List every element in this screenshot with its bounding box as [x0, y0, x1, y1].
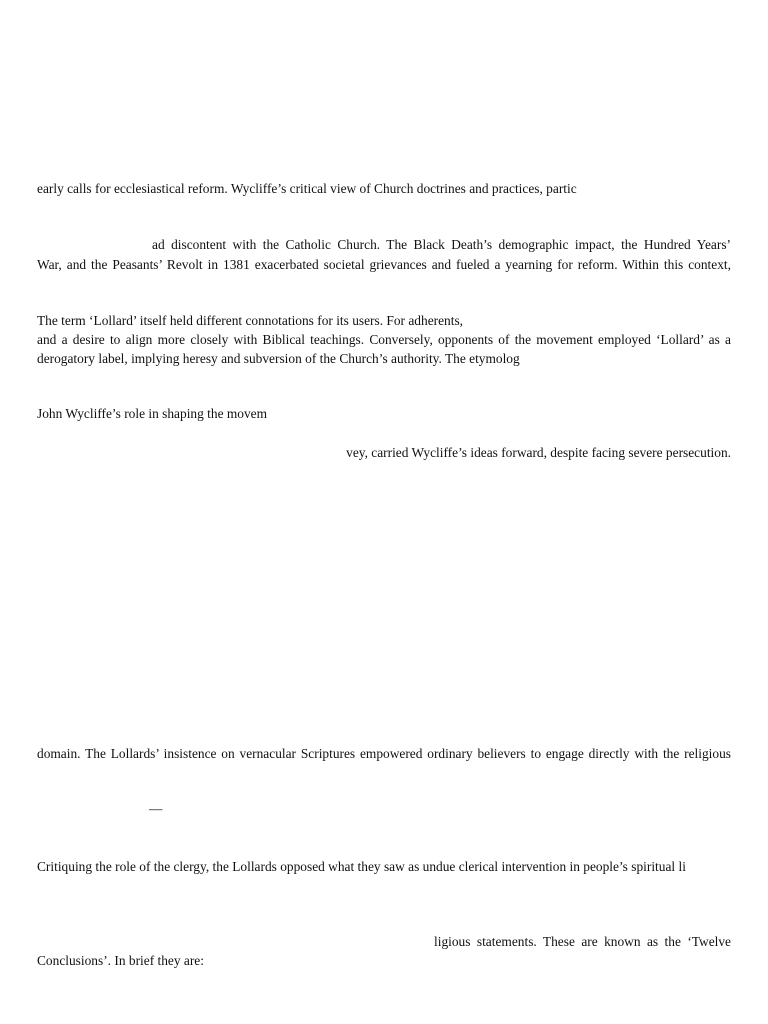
text-line: derogatory label, implying heresy and subversion of the Church’s authority. The etymolog: [37, 351, 520, 366]
text-line: War, and the Peasants’ Revolt in 1381 exacerbated societal grievances and fueled a yearning for reform. Within this context,: [37, 257, 731, 272]
text-line: Conclusions’. In brief they are:: [37, 953, 204, 968]
text-line: and a desire to align more closely with Biblical teachings. Conversely, opponents of the movement employed ‘Lollard’ as a: [37, 332, 731, 347]
text-line: ad discontent with the Catholic Church. The Black Death’s demographic impact, the Hundred Years’: [152, 237, 731, 252]
text-line: Critiquing the role of the clergy, the Lollards opposed what they saw as undue clerical intervention in people’s spiritual li: [37, 859, 686, 874]
text-line: early calls for ecclesiastical reform. Wycliffe’s critical view of Church doctrines and practices, partic: [37, 181, 577, 196]
text-line: domain. The Lollards’ insistence on vernacular Scriptures empowered ordinary believers to engage directly with the religious: [37, 746, 731, 761]
text-line: ligious statements. These are known as the ‘Twelve: [434, 934, 731, 949]
em-dash: —: [149, 801, 163, 816]
text-line: vey, carried Wycliffe’s ideas forward, despite facing severe persecution.: [346, 445, 731, 460]
text-line: The term ‘Lollard’ itself held different connotations for its users. For adherents,: [37, 313, 464, 328]
text-line: John Wycliffe’s role in shaping the movem: [37, 406, 268, 421]
